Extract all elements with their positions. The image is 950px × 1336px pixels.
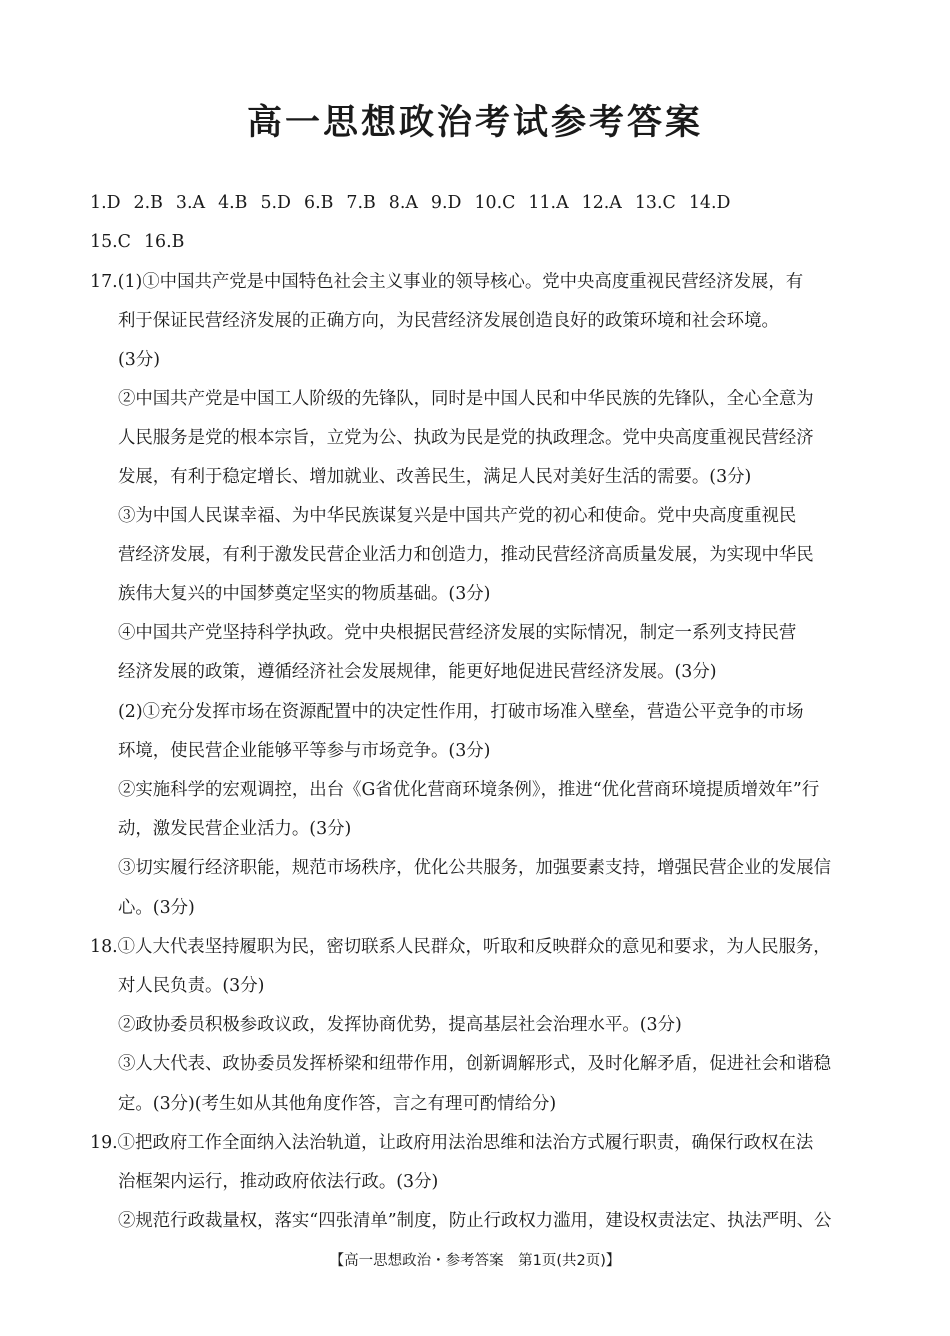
q17-line: 环境，使民营企业能够平等参与市场竞争。(3分) xyxy=(118,741,491,761)
mc-answer: 16.B xyxy=(143,232,185,252)
mc-answer: 7.B xyxy=(346,193,376,213)
mc-answer: 4.B xyxy=(218,193,248,213)
q18-line: ②政协委员积极参政议政，发挥协商优势，提高基层社会治理水平。(3分) xyxy=(118,1015,682,1035)
q17-line: 族伟大复兴的中国梦奠定坚实的物质基础。(3分) xyxy=(118,584,491,604)
q17-line: 发展，有利于稳定增长、增加就业、改善民生，满足人民对美好生活的需要。(3分) xyxy=(118,467,752,487)
q19-line: 19.①把政府工作全面纳入法治轨道，让政府用法治思维和法治方式履行职责，确保行政权在法 xyxy=(90,1133,814,1153)
q17-line: ②中国共产党是中国工人阶级的先锋队，同时是中国人民和中华民族的先锋队，全心全意为 xyxy=(118,389,814,409)
q18-line: 对人民负责。(3分) xyxy=(118,976,265,996)
q17-line: 利于保证民营经济发展的正确方向，为民营经济发展创造良好的政策环境和社会环境。 xyxy=(118,311,779,331)
q17-line: 人民服务是党的根本宗旨，立党为公、执政为民是党的执政理念。党中央高度重视民营经济 xyxy=(118,428,814,448)
mc-answers-row-1 xyxy=(90,190,743,216)
mc-answers-row-2 xyxy=(90,229,197,255)
page-title: 高一思想政治考试参考答案 xyxy=(246,103,703,143)
q17-line: 17.(1)①中国共产党是中国特色社会主义事业的领导核心。党中央高度重视民营经济发展，有 xyxy=(90,272,804,292)
mc-answer: 11.A xyxy=(528,193,569,213)
mc-answer: 15.C xyxy=(90,232,131,252)
mc-answer: 14.D xyxy=(688,193,731,213)
q19-line: 治框架内运行，推动政府依法行政。(3分) xyxy=(118,1172,439,1192)
mc-answer: 5.D xyxy=(260,193,291,213)
q17-line: 心。(3分) xyxy=(118,898,195,918)
q17-line: (3分) xyxy=(118,350,161,370)
mc-answer: 9.D xyxy=(430,193,462,213)
q17-line: 动，激发民营企业活力。(3分) xyxy=(118,819,352,839)
mc-answer: 2.B xyxy=(133,193,163,213)
mc-answer: 3.A xyxy=(175,193,206,213)
mc-answer: 1.D xyxy=(90,193,121,213)
q18-line: 定。(3分)(考生如从其他角度作答，言之有理可酌情给分) xyxy=(118,1094,557,1114)
mc-answer: 13.C xyxy=(634,193,676,213)
q17-line: ③切实履行经济职能，规范市场秩序，优化公共服务，加强要素支持，增强民营企业的发展信 xyxy=(118,858,832,878)
q17-line: (2)①充分发挥市场在资源配置中的决定性作用，打破市场准入壁垒，营造公平竞争的市场 xyxy=(118,702,804,722)
mc-answer: 10.C xyxy=(474,193,516,213)
mc-answer: 12.A xyxy=(581,193,622,213)
q17-line: 营经济发展，有利于激发民营企业活力和创造力，推动民营经济高质量发展，为实现中华民 xyxy=(118,545,814,565)
q17-line: ④中国共产党坚持科学执政。党中央根据民营经济发展的实际情况，制定一系列支持民营 xyxy=(118,623,797,643)
mc-answer: 8.A xyxy=(388,193,418,213)
q19-line: ②规范行政裁量权，落实“四张清单”制度，防止行政权力滥用，建设权责法定、执法严明、公 xyxy=(118,1211,832,1231)
q18-line: 18.①人大代表坚持履职为民，密切联系人民群众，听取和反映群众的意见和要求，为人民服务， xyxy=(90,937,831,957)
mc-answer: 6.B xyxy=(304,193,334,213)
q18-line: ③人大代表、政协委员发挥桥梁和纽带作用，创新调解形式，及时化解矛盾，促进社会和谐稳 xyxy=(118,1054,832,1074)
q17-line: 经济发展的政策，遵循经济社会发展规律，能更好地促进民营经济发展。(3分) xyxy=(118,662,717,682)
q17-line: ②实施科学的宏观调控，出台《G省优化营商环境条例》，推进“优化营商环境提质增效年”行 xyxy=(118,780,820,800)
q17-line: ③为中国人民谋幸福、为中华民族谋复兴是中国共产党的初心和使命。党中央高度重视民 xyxy=(118,506,797,526)
page-footer: 【高一思想政治・参考答案 第1页(共2页)】 xyxy=(329,1253,621,1269)
